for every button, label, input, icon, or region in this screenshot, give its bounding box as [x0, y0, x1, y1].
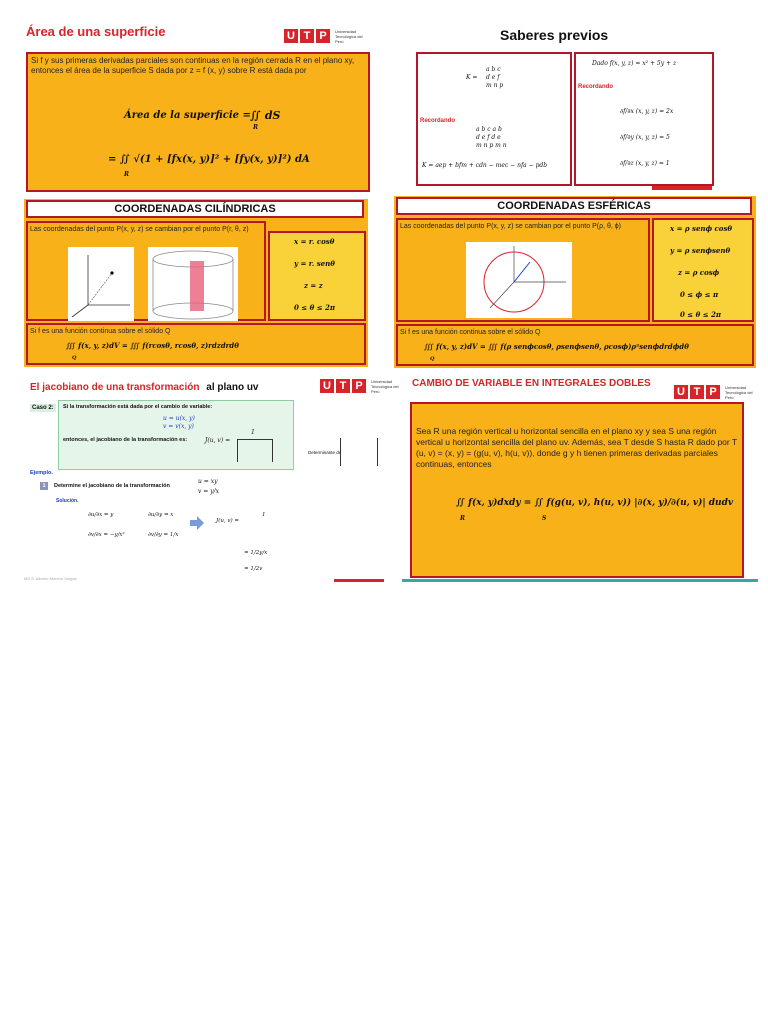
- solucion-label: Solución.: [56, 498, 79, 504]
- cylindrical-sub: Q: [72, 355, 77, 361]
- dado-text: Dado f(x, y, z) = x² + 5y + z: [592, 60, 677, 67]
- sarrus-row-1: a b c a b: [476, 126, 502, 133]
- result-step-3: = 1/2v: [244, 566, 263, 572]
- red-footer-strip: [652, 186, 712, 190]
- cyl-eq-z: z = z: [304, 281, 323, 290]
- area-formula-2-sub: R: [124, 171, 129, 178]
- spherical-bottom-text: Si f es una función continua sobre el sólido Q: [400, 329, 541, 336]
- matrix-box: [416, 52, 572, 186]
- cylindrical-header: [26, 200, 364, 218]
- slide-coordenadas-cilindricas: [24, 199, 368, 367]
- partial-z: ∂f/∂z (x, y, z) = 1: [620, 160, 670, 167]
- area-intro-text: Si f y sus primeras derivadas parciales son continuas en la región cerrada R en el plano xy, entonces el área de la superficie S dada por z = f (x, y) sobre R está dada por: [31, 56, 355, 75]
- slide5-title-main: El jacobiano de una transformación: [30, 382, 200, 393]
- cylindrical-figure-axes: [68, 247, 134, 321]
- change-variable-text: Sea R una región vertical u horizontal sencilla en el plano xy y sea S una región vertical u horizontal sencilla del plano uv. Además, sea T desde S hasta R dado por T (u, v) = (x, y) = (g(u, v), h(u, v)), donde g y h tienen primeras derivadas parciales continuas, entonces: [416, 426, 737, 469]
- sph-eq-x: x = ρ senϕ cosθ: [670, 224, 733, 233]
- slide5-footer: MS.S. Alberto Moreno Vargas: [24, 576, 77, 581]
- cylindrical-text: Las coordenadas del punto P(x, y, z) se cambian por el punto P(r, θ, z): [30, 226, 249, 233]
- determinante-matrix: [340, 438, 378, 466]
- sph-eq-y: y = ρ senϕsenθ: [670, 246, 731, 255]
- sarrus-result: K = aep + bfm + cdn − mec − nfa − pdb: [422, 162, 548, 169]
- matrix-row-3: m n p: [486, 82, 504, 89]
- determinante-label: Determinante de: [308, 450, 342, 455]
- cyl-eq-x: x = r. cosθ: [294, 237, 335, 246]
- slide1-title: Área de una superficie: [26, 24, 166, 39]
- area-definition-box: [26, 52, 370, 192]
- example-sys-v: v = y/x: [198, 488, 220, 495]
- example-text: Determine el jacobiano de la transformación: [54, 483, 170, 489]
- partial-y: ∂f/∂y (x, y, z) = 5: [620, 134, 670, 141]
- example-sys-u: u = xy: [198, 478, 218, 485]
- result-step-1: 1: [262, 512, 266, 518]
- spherical-sub: Q: [430, 356, 435, 362]
- slide4-title: COORDENADAS ESFÉRICAS: [497, 200, 651, 212]
- result-fn: J(u, v) =: [216, 518, 239, 524]
- matrix-row-1: a b c: [486, 66, 501, 73]
- slide-area-superficie: [22, 20, 374, 196]
- sph-eq-theta: 0 ≤ θ ≤ 2π: [680, 310, 722, 319]
- partial-v-x: ∂v/∂x = −y/x²: [88, 532, 125, 538]
- axes-diagram-icon: [68, 247, 134, 321]
- utp-logo: U T P Universidad Tecnológica del Perú: [284, 28, 363, 44]
- spherical-integral-box: [396, 324, 754, 366]
- caso-text: Si la transformación está dada por el cambio de variable:: [63, 404, 213, 410]
- result-step-2: = 1/2y/x: [244, 550, 268, 556]
- jacobian-definition-box: [58, 400, 294, 470]
- sph-eq-z: z = ρ cosϕ: [678, 268, 720, 277]
- caso-label: Caso 2:: [32, 405, 54, 411]
- entonces-text: entonces, el jacobiano de la transformación es:: [63, 437, 188, 443]
- area-formula-1-sub: R: [253, 124, 258, 131]
- formula-sub-right: S: [542, 515, 547, 522]
- spherical-integral-formula: ∭ f(x, y, z)dV = ∭ f(ρ senϕcosθ, ρsenϕsenθ, ρcosϕ)ρ²senϕdrdϕdθ: [424, 342, 689, 351]
- arrow-icon: [190, 516, 204, 535]
- slide-coordenadas-esfericas: [394, 196, 756, 368]
- partial-u-y: ∂u/∂y = x: [148, 512, 174, 518]
- area-formula-1-lhs: Área de la superficie =: [124, 110, 251, 121]
- utp-logo-3: U T P Universidad Tecnológica del Perú: [674, 384, 753, 400]
- sph-eq-phi: 0 ≤ ϕ ≤ π: [680, 290, 719, 299]
- slide6-title: CAMBIO DE VARIABLE EN INTEGRALES DOBLES: [412, 378, 651, 389]
- partial-v-y: ∂v/∂y = 1/x: [148, 532, 179, 538]
- matrix-label: K =: [466, 74, 478, 81]
- change-variable-box: [410, 402, 744, 578]
- slide5-footer-strip: [334, 579, 384, 582]
- sys-u: u = u(x, y): [163, 415, 195, 422]
- slide3-title: COORDENADAS CILÍNDRICAS: [114, 203, 276, 215]
- spherical-equations-box: [652, 218, 754, 322]
- formula-sub-left: R: [460, 515, 465, 522]
- cylindrical-bottom-text: Si f es una función continua sobre el sólido Q: [30, 328, 171, 335]
- slide6-footer-strip: [402, 579, 758, 582]
- cyl-eq-theta: 0 ≤ θ ≤ 2π: [294, 303, 336, 312]
- sarrus-row-2: d e f d e: [476, 134, 501, 141]
- cyl-eq-y: y = r. senθ: [294, 259, 335, 268]
- ejemplo-label: Ejemplo.: [30, 470, 53, 476]
- example-number: 1: [40, 482, 48, 490]
- utp-logo-2: U T P Universidad Tecnológica del Perú: [320, 378, 399, 394]
- partial-u-x: ∂u/∂x = y: [88, 512, 114, 518]
- slide-cambio-variable: [402, 372, 758, 584]
- spherical-figure: [466, 242, 572, 318]
- area-formula-1-rhs: ∬ dS: [250, 109, 281, 122]
- sphere-diagram-icon: [466, 242, 572, 318]
- derivatives-box: [574, 52, 714, 186]
- cylinder-diagram-icon: [148, 247, 238, 321]
- slide-saberes-previos: [404, 22, 756, 192]
- cylindrical-equations-box: [268, 231, 366, 321]
- recordando-label-2: Recordando: [578, 84, 614, 90]
- jacobian-num: 1: [251, 429, 255, 436]
- sarrus-row-3: m n p m n: [476, 142, 507, 149]
- spherical-description-box: [396, 218, 650, 322]
- slide-jacobiano: [22, 374, 399, 584]
- change-variable-formula: ∬ f(x, y)dxdy = ∬ f(g(u, v), h(u, v)) |∂(x, y)/∂(u, v)| dudv: [456, 498, 734, 508]
- matrix-row-2: d e f: [486, 74, 500, 81]
- slide5-title-suffix: al plano uv: [206, 382, 259, 393]
- jacobian-matrix-bars: [237, 439, 273, 462]
- slide2-title: Saberes previos: [500, 27, 609, 43]
- slide5-title: [30, 382, 259, 393]
- area-formula-2: = ∬ √(1 + [fx(x, y)]² + [fy(x, y)]²) dA: [108, 154, 310, 165]
- partial-x: ∂f/∂x (x, y, z) = 2x: [620, 108, 674, 115]
- cylindrical-description-box: [26, 221, 266, 321]
- cylindrical-figure-cylinder: [148, 247, 238, 321]
- recordando-label-1: Recordando: [420, 118, 456, 124]
- sys-v: v = v(x, y): [163, 423, 194, 430]
- cylindrical-integral-box: [26, 323, 366, 365]
- spherical-text: Las coordenadas del punto P(x, y, z) se cambian por el punto P(ρ, θ, ϕ): [400, 223, 621, 230]
- jacobian-fn: J(u, v) =: [205, 437, 231, 444]
- cylindrical-integral-formula: ∭ f(x, y, z)dV = ∭ f(rcosθ, rcosθ, z)rdzdrdθ: [66, 341, 239, 350]
- spherical-header: [396, 197, 752, 215]
